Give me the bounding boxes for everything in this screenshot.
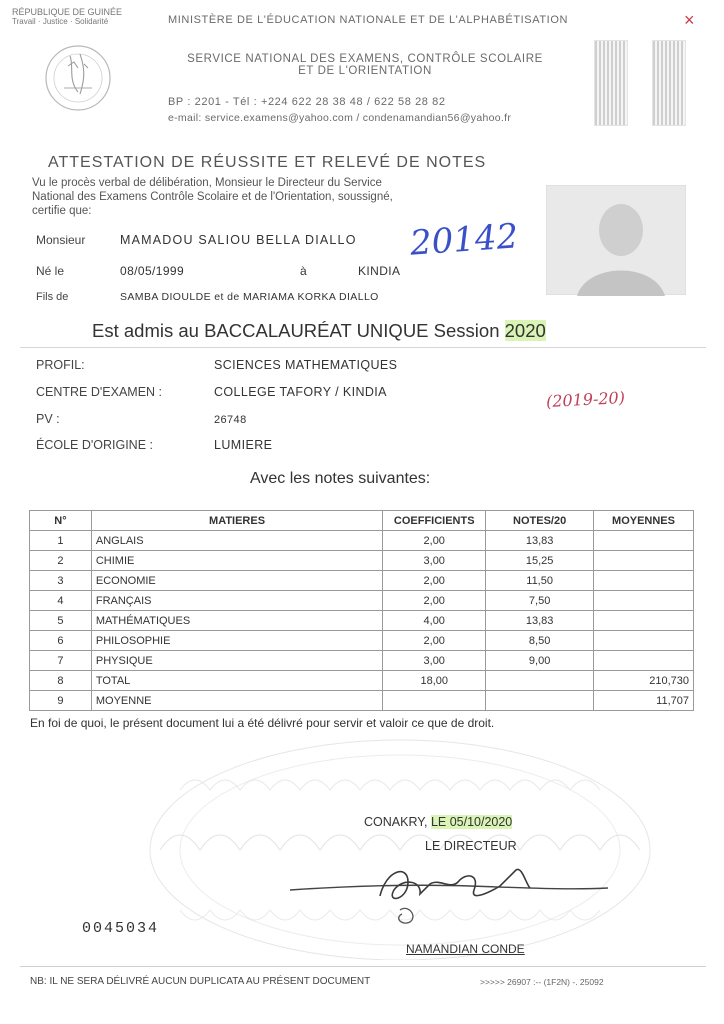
place-text: CONAKRY, — [364, 815, 431, 829]
ministere-title: MINISTÈRE DE L'ÉDUCATION NATIONALE ET DE L'ALPHABÉTISATION — [168, 14, 569, 26]
portrait-icon — [547, 186, 687, 296]
barcode-right — [652, 40, 686, 126]
footer-code: >>>>> 26907 :-- (1F2N) -. 25092 — [480, 977, 604, 987]
place-date — [364, 815, 512, 829]
row-coefficient: 2,00 — [383, 631, 486, 651]
header-notes: NOTES/20 — [486, 511, 594, 531]
row-coefficient: 3,00 — [383, 651, 486, 671]
intro-line-1: Vu le procès verbal de délibération, Monsieur le Directeur du Service — [32, 177, 382, 189]
intro-text — [32, 176, 393, 218]
republique-text: RÉPUBLIQUE DE GUINÉE — [12, 7, 123, 17]
row-note: 13,83 — [486, 531, 594, 551]
contact-bp: BP : 2201 - Tél : +224 622 28 38 48 / 622 58 28 82 — [168, 96, 446, 108]
service-title — [165, 53, 565, 77]
parents-names: SAMBA DIOULDE et de MARIAMA KORKA DIALLO — [120, 291, 379, 303]
row-matiere: PHYSIQUE — [91, 651, 382, 671]
detail-label-centre: CENTRE D'EXAMEN : — [36, 385, 163, 399]
footer-divider — [20, 966, 706, 967]
director-title: LE DIRECTEUR — [425, 839, 517, 853]
table-row — [30, 591, 694, 611]
born-label: Né le — [36, 264, 65, 278]
parents-label: Fils de — [36, 291, 69, 303]
row-matiere: MATHÉMATIQUES — [91, 611, 382, 631]
row-coefficient: 4,00 — [383, 611, 486, 631]
row-number: 8 — [30, 671, 92, 691]
row-note: 13,83 — [486, 611, 594, 631]
candidate-photo — [546, 185, 686, 295]
row-moyenne: 11,707 — [594, 691, 694, 711]
intro-line-3: certifie que: — [32, 205, 92, 217]
row-note: 11,50 — [486, 571, 594, 591]
row-moyenne — [594, 571, 694, 591]
row-matiere: TOTAL — [91, 671, 382, 691]
row-moyenne — [594, 531, 694, 551]
row-number: 1 — [30, 531, 92, 551]
document-title: ATTESTATION DE RÉUSSITE ET RELEVÉ DE NOTES — [48, 154, 487, 171]
detail-label-ecole: ÉCOLE D'ORIGINE : — [36, 438, 153, 452]
handwritten-session: (2019-20) — [545, 387, 626, 412]
row-note: 15,25 — [486, 551, 594, 571]
row-moyenne: 210,730 — [594, 671, 694, 691]
row-note: 9,00 — [486, 651, 594, 671]
barcode-left — [594, 40, 628, 126]
notes-table-wrapper — [29, 510, 694, 711]
director-name: NAMANDIAN CONDE — [406, 942, 525, 956]
handwritten-number: 20142 — [408, 216, 520, 264]
detail-label-pv: PV : — [36, 412, 60, 426]
row-coefficient: 2,00 — [383, 591, 486, 611]
row-note — [486, 671, 594, 691]
row-number: 5 — [30, 611, 92, 631]
header-coefficients: COEFFICIENTS — [383, 511, 486, 531]
row-number: 4 — [30, 591, 92, 611]
service-line-1: SERVICE NATIONAL DES EXAMENS, CONTRÔLE SCOLAIRE — [187, 53, 543, 65]
serial-number: 0045034 — [82, 920, 160, 937]
notes-table-body — [30, 531, 694, 711]
row-coefficient: 2,00 — [383, 571, 486, 591]
closing-text: En foi de quoi, le présent document lui a été délivré pour servir et valoir ce que de droit. — [30, 716, 495, 730]
birth-place: KINDIA — [358, 264, 401, 278]
row-number: 7 — [30, 651, 92, 671]
service-line-2: ET DE L'ORIENTATION — [298, 65, 432, 77]
row-moyenne — [594, 631, 694, 651]
row-number: 2 — [30, 551, 92, 571]
admission-line — [92, 320, 546, 342]
header-matieres: MATIERES — [91, 511, 382, 531]
row-note: 7,50 — [486, 591, 594, 611]
divider — [20, 347, 706, 348]
detail-label-profil: PROFIL: — [36, 358, 85, 372]
row-matiere: ANGLAIS — [91, 531, 382, 551]
row-moyenne — [594, 591, 694, 611]
detail-value-pv: 26748 — [214, 414, 247, 426]
devise-text: Travail · Justice · Solidarité — [12, 17, 109, 26]
detail-value-profil: SCIENCES MATHEMATIQUES — [214, 358, 398, 372]
table-row — [30, 631, 694, 651]
header-moyennes: MOYENNES — [594, 511, 694, 531]
footer-note: NB: IL NE SERA DÉLIVRÉ AUCUN DUPLICATA AU PRÉSENT DOCUMENT — [30, 976, 371, 987]
row-matiere: FRANÇAIS — [91, 591, 382, 611]
table-row — [30, 671, 694, 691]
row-moyenne — [594, 611, 694, 631]
row-coefficient: 3,00 — [383, 551, 486, 571]
contact-email: e-mail: service.examens@yahoo.com / condenamandian56@yahoo.fr — [168, 112, 512, 124]
row-matiere: MOYENNE — [91, 691, 382, 711]
row-coefficient: 2,00 — [383, 531, 486, 551]
table-row — [30, 531, 694, 551]
civility-label: Monsieur — [36, 233, 86, 247]
row-matiere: PHILOSOPHIE — [91, 631, 382, 651]
date-text: LE 05/10/2020 — [430, 815, 513, 829]
row-number: 3 — [30, 571, 92, 591]
candidate-name: MAMADOU SALIOU BELLA DIALLO — [120, 233, 357, 247]
row-number: 6 — [30, 631, 92, 651]
notes-table — [29, 510, 694, 711]
header-n: N° — [30, 511, 92, 531]
corner-mark: × — [684, 10, 695, 30]
birth-date: 08/05/1999 — [120, 264, 185, 278]
row-matiere: CHIMIE — [91, 551, 382, 571]
table-row — [30, 651, 694, 671]
table-header-row — [30, 511, 694, 531]
detail-value-ecole: LUMIERE — [214, 438, 273, 452]
republique-label — [12, 8, 152, 26]
row-matiere: ECONOMIE — [91, 571, 382, 591]
table-row — [30, 551, 694, 571]
intro-line-2: National des Examens Contrôle Scolaire et de l'Orientation, soussigné, — [32, 191, 393, 203]
row-note: 8,50 — [486, 631, 594, 651]
row-moyenne — [594, 551, 694, 571]
national-emblem — [40, 36, 116, 118]
admission-prefix: Est admis au BACCALAURÉAT UNIQUE Session — [92, 320, 505, 341]
director-signature-icon — [290, 860, 610, 930]
table-row — [30, 611, 694, 631]
emblem-seal-icon — [40, 36, 116, 118]
notes-heading: Avec les notes suivantes: — [250, 470, 431, 487]
admission-year: 2020 — [504, 320, 546, 341]
row-number: 9 — [30, 691, 92, 711]
row-coefficient: 18,00 — [383, 671, 486, 691]
detail-value-centre: COLLEGE TAFORY / KINDIA — [214, 385, 387, 399]
row-moyenne — [594, 651, 694, 671]
table-row — [30, 571, 694, 591]
at-label: à — [300, 264, 308, 278]
